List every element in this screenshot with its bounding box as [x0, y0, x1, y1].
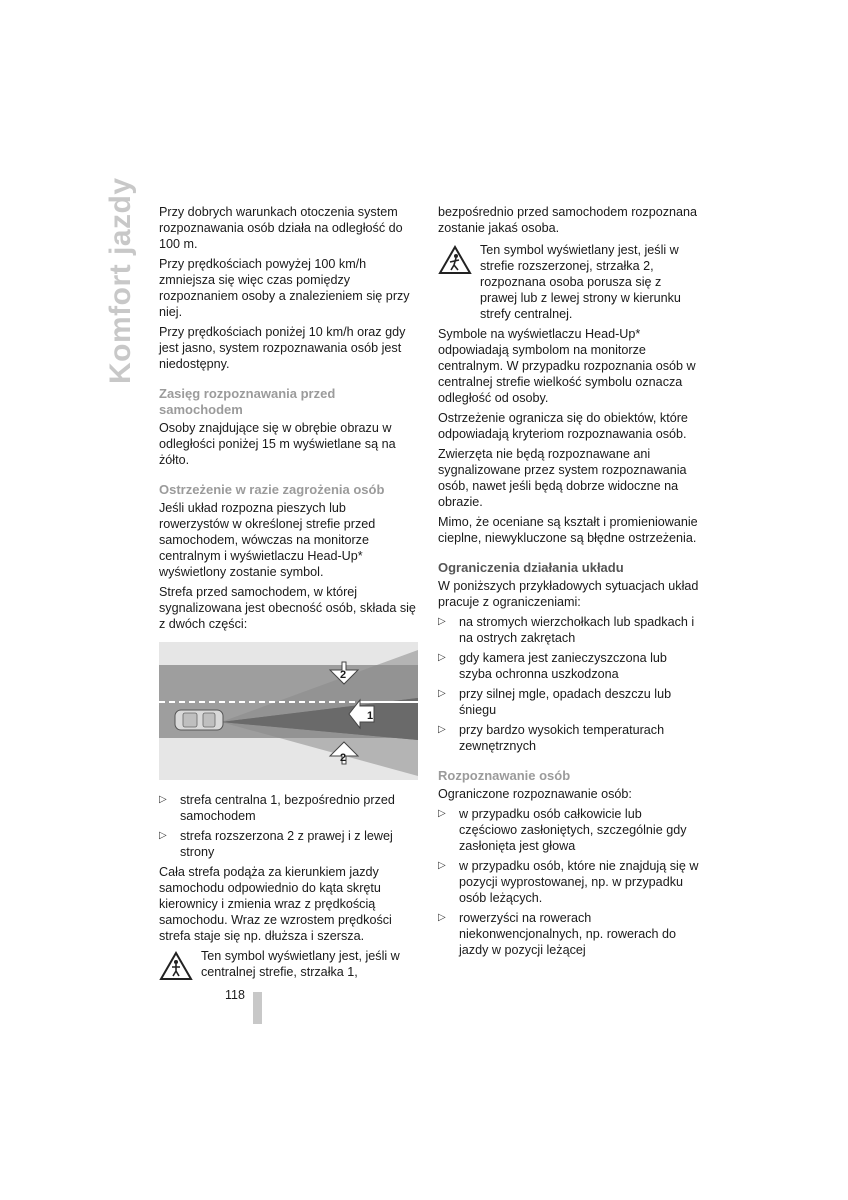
bullet-triangle-icon: ▷	[159, 830, 167, 841]
list-item: ▷ strefa centralna 1, bezpośrednio przed samochodem	[159, 793, 395, 823]
list-item: ▷ przy silnej mgle, opadach deszczu lub śniegu	[438, 687, 672, 717]
paragraph: bezpośrednio przed samochodem rozpoznana zostanie jakaś osoba.	[438, 205, 698, 235]
warning-note	[438, 242, 700, 322]
side-section-title: Komfort jazdy	[104, 177, 137, 384]
zone-label-left-2: 2	[340, 669, 347, 681]
zone-diagram-graphic	[159, 642, 418, 780]
bullet-triangle-icon: ▷	[438, 652, 446, 663]
paragraph: Ostrzeżenie ogranicza się do obiektów, które odpowiadają kryteriom rozpoznawania osób.	[438, 411, 688, 441]
section-heading-range: Zasięg rozpoznawania przed samochodem	[159, 386, 336, 417]
bullet-triangle-icon: ▷	[438, 724, 446, 735]
list-item: ▷ w przypadku osób całkowicie lub częściowo zasłoniętych, szczególnie gdy zasłonięta jest głowa	[438, 807, 687, 853]
warning-note	[159, 948, 419, 980]
paragraph: Cała strefa podąża za kierunkiem jazdy samochodu odpowiednio do kąta skrętu kierownicy i zmienia wraz z prędkością samochodu. Wraz ze wzrostem prędkości strefa staje się np. dłuższa i szersza.	[159, 865, 392, 943]
pedestrian-side-warning-icon	[438, 245, 472, 275]
paragraph: Osoby znajdujące się w obrębie obrazu w odległości poniżej 15 m wyświetlane są na żółto.	[159, 421, 396, 467]
zone-label-central-1: 1	[367, 710, 374, 722]
list-item: ▷ na stromych wierzchołkach lub spadkach i na ostrych zakrętach	[438, 615, 695, 645]
section-heading-limitations: Ograniczenia działania układu	[438, 560, 624, 575]
note-text: Ten symbol wyświetlany jest, jeśli w strefie rozszerzonej, strzałka 2, rozpoznana osoba porusza się z prawej lub z lewej strony w kierunku strefy centralnej.	[480, 243, 681, 321]
paragraph: Strefa przed samochodem, w której sygnalizowana jest obecność osób, składa się z dwóch części:	[159, 585, 416, 631]
paragraph: Przy dobrych warunkach otoczenia system rozpoznawania osób działa na odległość do 100 m.	[159, 205, 403, 251]
pedestrian-warning-icon	[159, 951, 193, 981]
list-item: ▷ przy bardzo wysokich temperaturach zewnętrznych	[438, 723, 665, 753]
bullet-triangle-icon: ▷	[438, 808, 446, 819]
list-item: ▷ w przypadku osób, które nie znajdują się w pozycji wyprostowanej, np. w przypadku osób leżących.	[438, 859, 699, 905]
right-column	[438, 204, 700, 962]
paragraph: W poniższych przykładowych sytuacjach układ pracuje z ograniczeniami:	[438, 579, 699, 609]
bullet-triangle-icon: ▷	[438, 912, 446, 923]
page-number: 118	[225, 988, 245, 1002]
bullet-triangle-icon: ▷	[438, 860, 446, 871]
list-item: ▷ rowerzyści na rowerach niekonwencjonalnych, np. rowerach do jazdy w pozycji leżącej	[438, 911, 677, 957]
left-column	[159, 204, 419, 984]
bullet-triangle-icon: ▷	[159, 794, 167, 805]
page-marker-bar	[253, 992, 262, 1024]
section-heading-warning: Ostrzeżenie w razie zagrożenia osób	[159, 482, 385, 497]
note-text: Ten symbol wyświetlany jest, jeśli w centralnej strefie, strzałka 1,	[201, 949, 400, 979]
paragraph: Przy prędkościach poniżej 10 km/h oraz gdy jest jasno, system rozpoznawania osób jest niedostępny.	[159, 325, 406, 371]
paragraph: Przy prędkościach powyżej 100 km/h zmniejsza się więc czas pomiędzy rozpoznaniem osoby a znalezieniem się przy niej.	[159, 257, 410, 319]
bullet-triangle-icon: ▷	[438, 616, 446, 627]
paragraph: Zwierzęta nie będą rozpoznawane ani sygnalizowane przez system rozpoznawania osób, nawet jeśli będą dobrze widoczne na obrazie.	[438, 447, 687, 509]
zone-diagram	[159, 642, 418, 780]
zone-label-right-2: 2	[340, 752, 347, 764]
paragraph: Jeśli układ rozpozna pieszych lub rowerzystów w określonej strefie przed samochodem, wówczas na monitorze centralnym i wyświetlaczu Head-Up* wyświetlony zostanie symbol.	[159, 501, 376, 579]
paragraph: Ograniczone rozpoznawanie osób:	[438, 787, 632, 801]
bullet-triangle-icon: ▷	[438, 688, 446, 699]
list-item: ▷ strefa rozszerzona 2 z prawej i z lewej strony	[159, 829, 393, 859]
paragraph: Symbole na wyświetlaczu Head-Up* odpowiadają symbolom na monitorze centralnym. W przypadku rozpoznania osób w centralnej strefie wielkość symbolu oznacza odległość od osoby.	[438, 327, 696, 405]
list-item: ▷ gdy kamera jest zanieczyszczona lub szyba ochronna uszkodzona	[438, 651, 667, 681]
paragraph: Mimo, że oceniane są kształt i promieniowanie cieplne, niewykluczone są błędne ostrzeżenia.	[438, 515, 698, 545]
section-heading-recognition: Rozpoznawanie osób	[438, 768, 571, 783]
